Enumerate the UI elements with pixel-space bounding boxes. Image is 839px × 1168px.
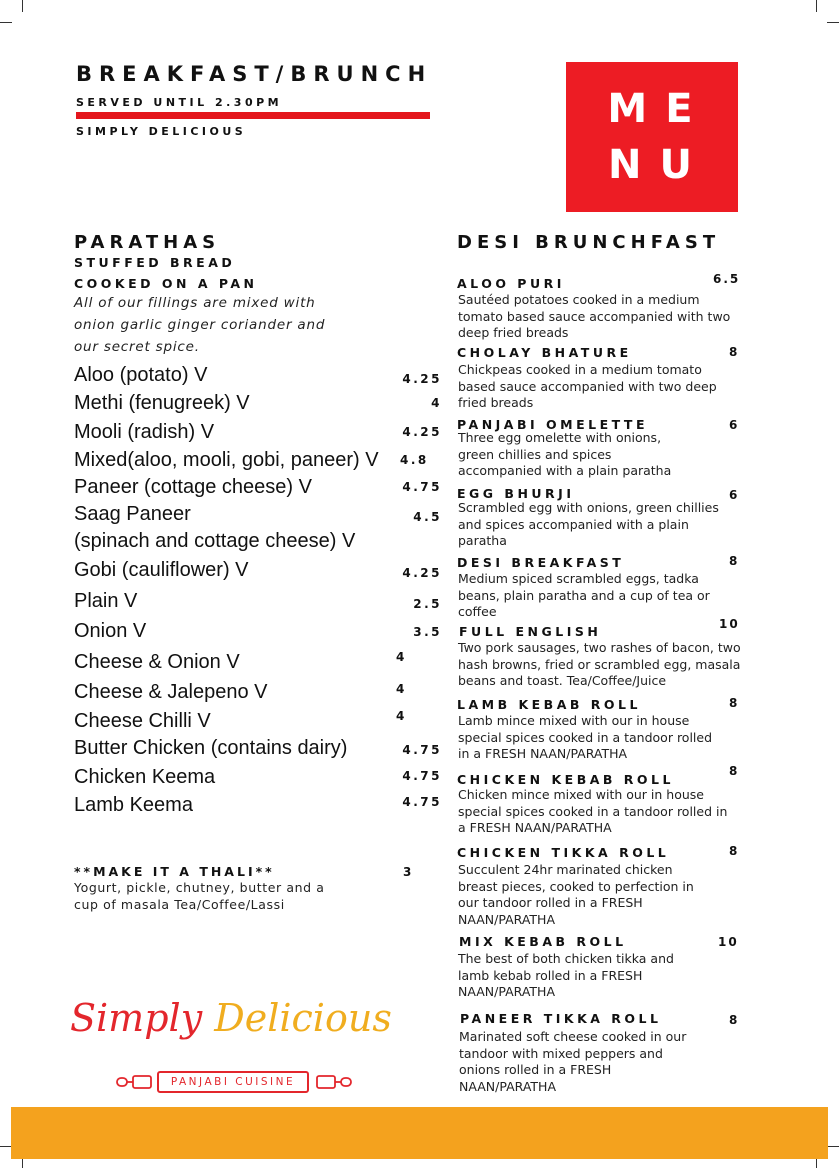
thali-price: 3 xyxy=(403,865,414,879)
desi-item-description: Two pork sausages, two rashes of bacon, two hash browns, fried or scrambled egg, masala beans and toast. Tea/Coffee/Juice xyxy=(458,640,741,689)
desi-item-name: LAMB KEBAB ROLL xyxy=(457,697,641,712)
paratha-item: Plain V xyxy=(74,590,138,612)
desi-item-description: Three egg omelette with onions, green chillies and spices accompanied with a plain paratha xyxy=(458,430,672,479)
paratha-item: Lamb Keema xyxy=(74,794,193,816)
paratha-price: 4.75 xyxy=(402,795,442,809)
desi-item-description: Scrambled egg with onions, green chillies and spices accompanied with a plain paratha xyxy=(458,500,719,549)
desi-item-name: FULL ENGLISH xyxy=(459,624,602,639)
paratha-price: 4 xyxy=(396,709,407,723)
desi-item-price: 8 xyxy=(729,345,740,359)
desi-item-name: CHICKEN TIKKA ROLL xyxy=(457,845,670,860)
paratha-item: Cheese Chilli V xyxy=(74,710,211,732)
header-divider xyxy=(76,112,430,119)
paratha-item: Paneer (cottage cheese) V xyxy=(74,476,312,498)
simply-delicious-logo xyxy=(70,996,392,1040)
desi-item-price: 6 xyxy=(729,418,740,432)
logo-word: Delicious xyxy=(214,996,392,1040)
paratha-price: 4.5 xyxy=(413,510,442,524)
paratha-price: 4.8 xyxy=(400,453,429,467)
desi-item-description: Medium spiced scrambled eggs, tadka beans, plain paratha and a cup of tea or coffee xyxy=(458,571,710,620)
paratha-item: Mixed(aloo, mooli, gobi, paneer) V xyxy=(74,449,379,471)
crop-mark xyxy=(0,22,12,23)
desi-item-price: 6 xyxy=(729,488,740,502)
thali-title: **MAKE IT A THALI** xyxy=(74,864,275,879)
paratha-price: 4 xyxy=(396,682,407,696)
desi-item-description: The best of both chicken tikka and lamb kebab rolled in a FRESH NAAN/PARATHA xyxy=(458,951,674,1000)
footer-band xyxy=(11,1107,828,1159)
crop-mark xyxy=(22,0,23,12)
desi-item-name: DESI BREAKFAST xyxy=(457,555,625,570)
paratha-price: 4.75 xyxy=(402,480,442,494)
paratha-item: Cheese & Onion V xyxy=(74,651,240,673)
paratha-price: 4.25 xyxy=(402,372,442,386)
paratha-item: Aloo (potato) V xyxy=(74,364,208,386)
thali-description-line: Yogurt, pickle, chutney, butter and a xyxy=(74,880,325,895)
desi-item-price: 8 xyxy=(729,764,740,778)
rolling-pin-left-icon xyxy=(116,1074,152,1090)
logo-word: Simply xyxy=(70,996,203,1040)
desi-item-description: Chicken mince mixed with our in house special spices cooked in a tandoor rolled in a FRESH NAAN/PARATHA xyxy=(458,787,728,836)
paratha-item: Methi (fenugreek) V xyxy=(74,392,250,414)
desi-item-price: 10 xyxy=(719,617,740,631)
desi-item-price: 8 xyxy=(729,696,740,710)
crop-mark xyxy=(827,1146,839,1147)
paratha-price: 4 xyxy=(396,650,407,664)
parathas-heading: PARATHAS xyxy=(74,232,221,253)
menu-badge-line2: NU xyxy=(608,142,710,188)
crop-mark xyxy=(827,22,839,23)
rolling-pin-right-icon xyxy=(316,1074,352,1090)
desi-item-price: 8 xyxy=(729,844,740,858)
desi-item-description: Succulent 24hr marinated chicken breast pieces, cooked to perfection in our tandoor rolled in a FRESH NAAN/PARATHA xyxy=(458,862,694,927)
crop-mark xyxy=(816,0,817,12)
paratha-item: Chicken Keema xyxy=(74,766,216,788)
paratha-price: 3.5 xyxy=(413,625,442,639)
desi-item-price: 8 xyxy=(729,554,740,568)
desi-item-name: EGG BHURJI xyxy=(457,486,575,501)
desi-item-description: Chickpeas cooked in a medium tomato based sauce accompanied with two deep fried breads xyxy=(458,362,717,411)
paratha-item: Mooli (radish) V xyxy=(74,421,215,443)
desi-item-name: ALOO PURI xyxy=(457,276,565,291)
desi-item-name: CHICKEN KEBAB ROLL xyxy=(457,772,674,787)
paratha-price: 4.75 xyxy=(402,743,442,757)
thali-description xyxy=(74,880,324,913)
desi-item-price: 8 xyxy=(729,1013,740,1027)
desi-item-description: Marinated soft cheese cooked in our tandoor with mixed peppers and onions rolled in a FRESH NAAN/PARATHA xyxy=(459,1029,687,1094)
paratha-item: Saag Paneer xyxy=(74,503,191,525)
desi-heading: DESI BRUNCHFAST xyxy=(457,232,721,253)
desi-item-name: CHOLAY BHATURE xyxy=(457,345,632,360)
paratha-price: 4.25 xyxy=(402,425,442,439)
desi-item-name: PANEER TIKKA ROLL xyxy=(460,1011,662,1026)
desi-item-price: 6.5 xyxy=(713,272,741,286)
paratha-item: Cheese & Jalepeno V xyxy=(74,681,268,703)
menu-badge xyxy=(566,62,738,212)
desi-item-description: Lamb mince mixed with our in house special spices cooked in a tandoor rolled in a FRESH NAAN/PARATHA xyxy=(458,713,713,762)
paratha-item: Gobi (cauliflower) V xyxy=(74,559,249,581)
desi-item-name: PANJABI OMELETTE xyxy=(457,417,648,432)
desi-item-description: Sautéed potatoes cooked in a medium tomato based sauce accompanied with two deep fried breads xyxy=(458,292,731,341)
paratha-item: Onion V xyxy=(74,620,147,642)
desi-item-price: 10 xyxy=(718,935,739,949)
paratha-price: 4.75 xyxy=(402,769,442,783)
parathas-subheading: STUFFED BREAD xyxy=(74,255,236,270)
menu-badge-line1: ME xyxy=(607,86,711,132)
paratha-item: Butter Chicken (contains dairy) xyxy=(74,737,348,759)
desi-item-name: MIX KEBAB ROLL xyxy=(459,934,627,949)
thali-description-line: cup of masala Tea/Coffee/Lassi xyxy=(74,896,285,912)
paratha-price: 4.25 xyxy=(402,566,442,580)
parathas-note: All of our fillings are mixed with onion garlic ginger coriander and our secret spice. xyxy=(74,295,326,355)
parathas-subheading: COOKED ON A PAN xyxy=(74,276,258,291)
panjabi-cuisine-tag: PANJABI CUISINE xyxy=(157,1071,309,1093)
paratha-item: (spinach and cottage cheese) V xyxy=(74,530,356,552)
page-title: BREAKFAST/BRUNCH xyxy=(76,62,433,86)
paratha-price: 2.5 xyxy=(413,597,442,611)
tagline: SIMPLY DELICIOUS xyxy=(76,125,247,138)
paratha-price: 4 xyxy=(431,396,442,410)
served-until: SERVED UNTIL 2.30PM xyxy=(76,96,283,109)
